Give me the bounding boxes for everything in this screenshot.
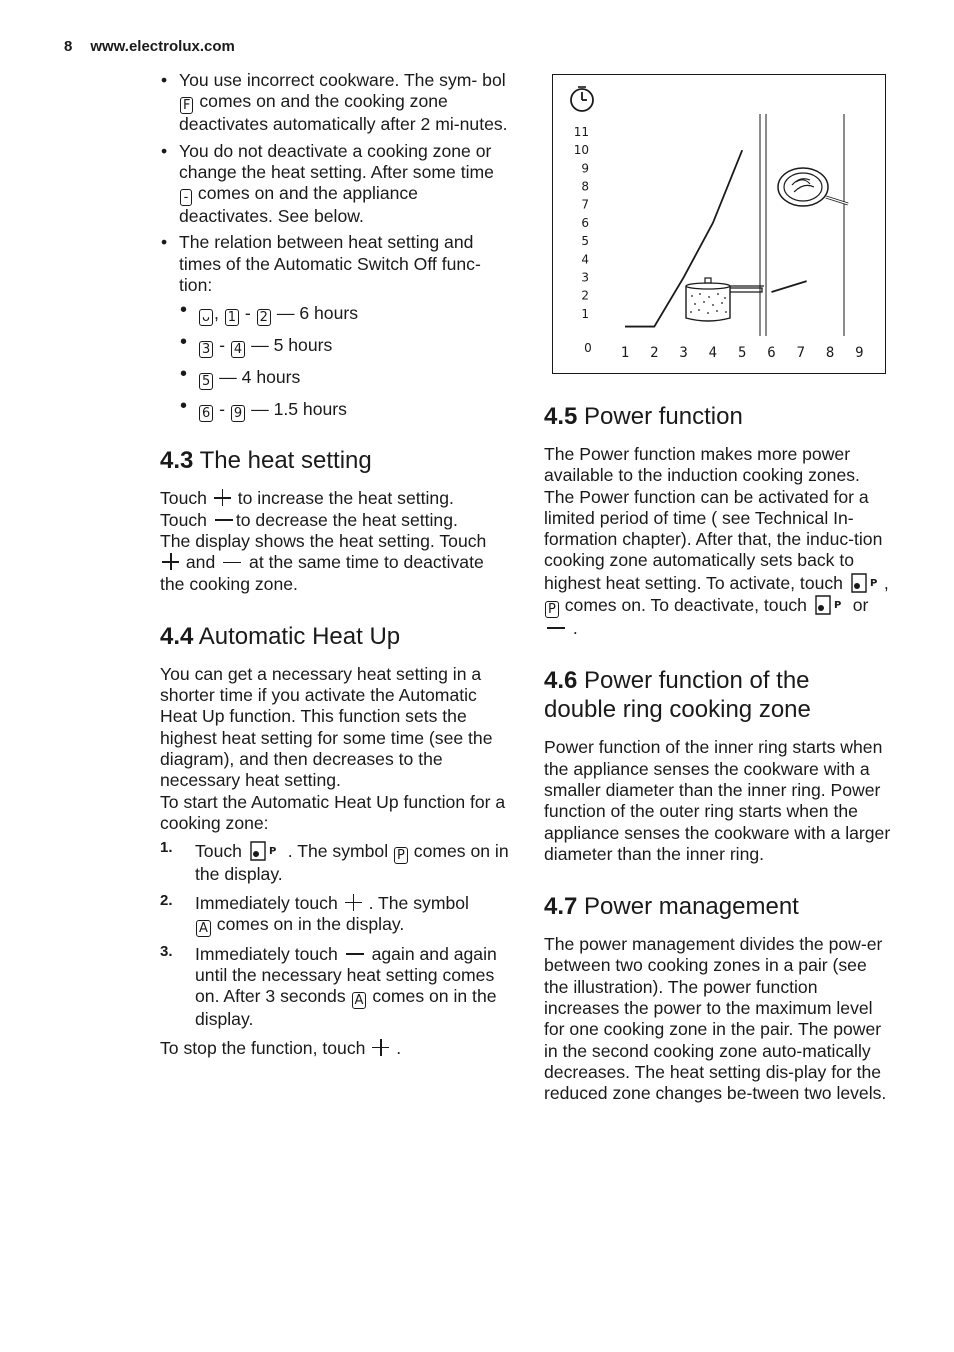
x-tick-label: 8 [825,345,835,361]
power-function-text: The Power function makes more power available to the induction cooking zones. The Power function can be activated for a limited period of time ( see Technical In-formation chapter). After that, the induc-tion cooking zone automatically sets back to highest heat setting. To activate, touch P , P comes on. To deactivate, touch P or . [544,444,889,639]
p-symbol-icon: P [394,847,408,864]
left-column [160,70,512,1059]
digit-symbol-icon: 1 [225,309,239,326]
x-tick-label: 6 [767,345,776,361]
keep-warm-symbol-icon: ᴗ [199,309,213,326]
plus-icon [214,489,231,506]
x-tick-label: 5 [737,345,747,361]
x-tick-label: 7 [796,345,806,361]
relation-item: • 6 - 9 — 1.5 hours [179,398,512,422]
list-item: • The relation between heat setting and times of the Automatic Switch Off func-tion: • ᴗ , 1 - 2 — 6 hours • 3 - 4 — 5 hours • 5 — 4 hours • 6 - 9 — 1.5 hours [160,232,512,422]
a-symbol-icon: A [352,992,367,1009]
section-heading-4-7: 4.7 Power management [544,893,799,921]
x-tick-label: 2 [650,345,659,361]
section-heading-4-3: 4.3 The heat setting [160,447,372,475]
power-management-text: The power management divides the pow-er between two cooking zones in a pair (see the illustration). The power function increases the power to the maximum level for one cooking zone in the pair. The power in the second cooking zone auto-matically decreases. The heat setting dis-play for the reduced zone changes be-tween two levels. [544,934,887,1104]
y-tick-label: 3 [581,270,589,285]
y-tick-label: 7 [581,197,589,212]
x-tick-label: 4 [708,345,718,361]
relation-item: • 5 — 4 hours [179,366,512,390]
minus-icon [547,627,565,629]
x-tick-label: 1 [620,345,630,361]
double-ring-text: Power function of the inner ring starts when the appliance senses the cookware with a smaller diameter than the inner ring. Power function of the outer ring starts when the appliance senses the cookware with a larger diameter than the inner ring. [544,737,891,864]
digit-symbol-icon: 3 [199,341,213,358]
switch-off-list [160,70,512,422]
auto-heat-up-start: To start the Automatic Heat Up function for a cooking zone: [160,791,506,833]
list-item: • You do not deactivate a cooking zone or change the heat setting. After some time - comes on and the appliance deactivates. See below. [160,141,512,228]
p-symbol-icon: P [545,601,559,618]
power-function-icon [850,572,882,594]
power-function-icon [249,840,281,862]
plus-icon [162,553,179,570]
digit-symbol-icon: 4 [231,341,245,358]
website-url[interactable]: www.electrolux.com [90,38,235,55]
diagram-frame [553,75,886,374]
section-heading-4-4: 4.4 Automatic Heat Up [160,622,401,650]
digit-symbol-icon: 6 [199,405,213,422]
stop-function-text: To stop the function, touch . [160,1037,402,1058]
y-tick-label: 8 [581,179,589,194]
relation-item: • ᴗ , 1 - 2 — 6 hours [179,302,512,326]
a-symbol-icon: A [196,920,211,937]
y-tick-label: 5 [581,234,589,249]
minus-icon [346,953,364,955]
origin-label: 0 [584,341,592,355]
list-item: • You use incorrect cookware. The sym- bol F comes on and the cooking zone deactivates automatically after 2 mi-nutes. [160,70,512,136]
y-tick-label: 10 [573,143,589,158]
y-tick-label: 1 [581,306,589,321]
x-tick-label: 3 [679,345,688,361]
y-tick-label: 6 [581,215,589,230]
page-header [64,38,235,55]
y-tick-label: 9 [581,161,589,176]
minus-icon [223,562,241,563]
section-heading-4-6: 4.6 Power function of the double ring cooking zone [544,667,811,724]
auto-heat-up-steps [160,840,512,1030]
y-tick-label: 11 [573,125,589,139]
relation-item: • 3 - 4 — 5 hours [179,334,512,358]
digit-symbol-icon: 9 [231,405,245,422]
plus-icon [372,1039,389,1056]
step-item: 2. Immediately touch . The symbol A comes on in the display. [160,891,469,936]
dash-symbol-icon: - [180,189,192,206]
svg-text:P: P [833,600,842,612]
plus-icon [345,894,362,911]
x-tick-label: 9 [855,345,864,361]
minus-icon [215,519,233,521]
right-column [544,402,894,1105]
y-tick-label: 2 [581,288,589,303]
step-item: 3. Immediately touch again and again until the necessary heat setting comes on. After 3 seconds A comes on in the display. [160,942,497,1030]
section-heading-4-5: 4.5 Power function [544,403,743,430]
svg-text:P: P [268,846,277,858]
digit-symbol-icon: 2 [257,309,271,326]
f-symbol-icon: F [180,97,193,114]
step-item: 1. Touch P . The symbol P comes on in the display. [160,839,509,885]
svg-text:P: P [869,577,878,589]
heat-up-diagram [552,74,886,374]
page-number: 8 [64,38,73,55]
relations-list [179,302,512,422]
heat-setting-text: Touch to increase the heat setting. Touch to decrease the heat setting. The display shows the heat setting. Touch and at the same time to deactivate the cooking zone. [160,488,487,594]
auto-heat-up-text: You can get a necessary heat setting in a shorter time if you activate the Automatic Heat Up function. This function sets the highest heat setting for some time (see the diagram), and then decreases to the necessary heat setting. [160,663,493,791]
power-function-icon [814,594,846,616]
digit-symbol-icon: 5 [199,373,213,390]
y-tick-label: 4 [581,252,589,267]
